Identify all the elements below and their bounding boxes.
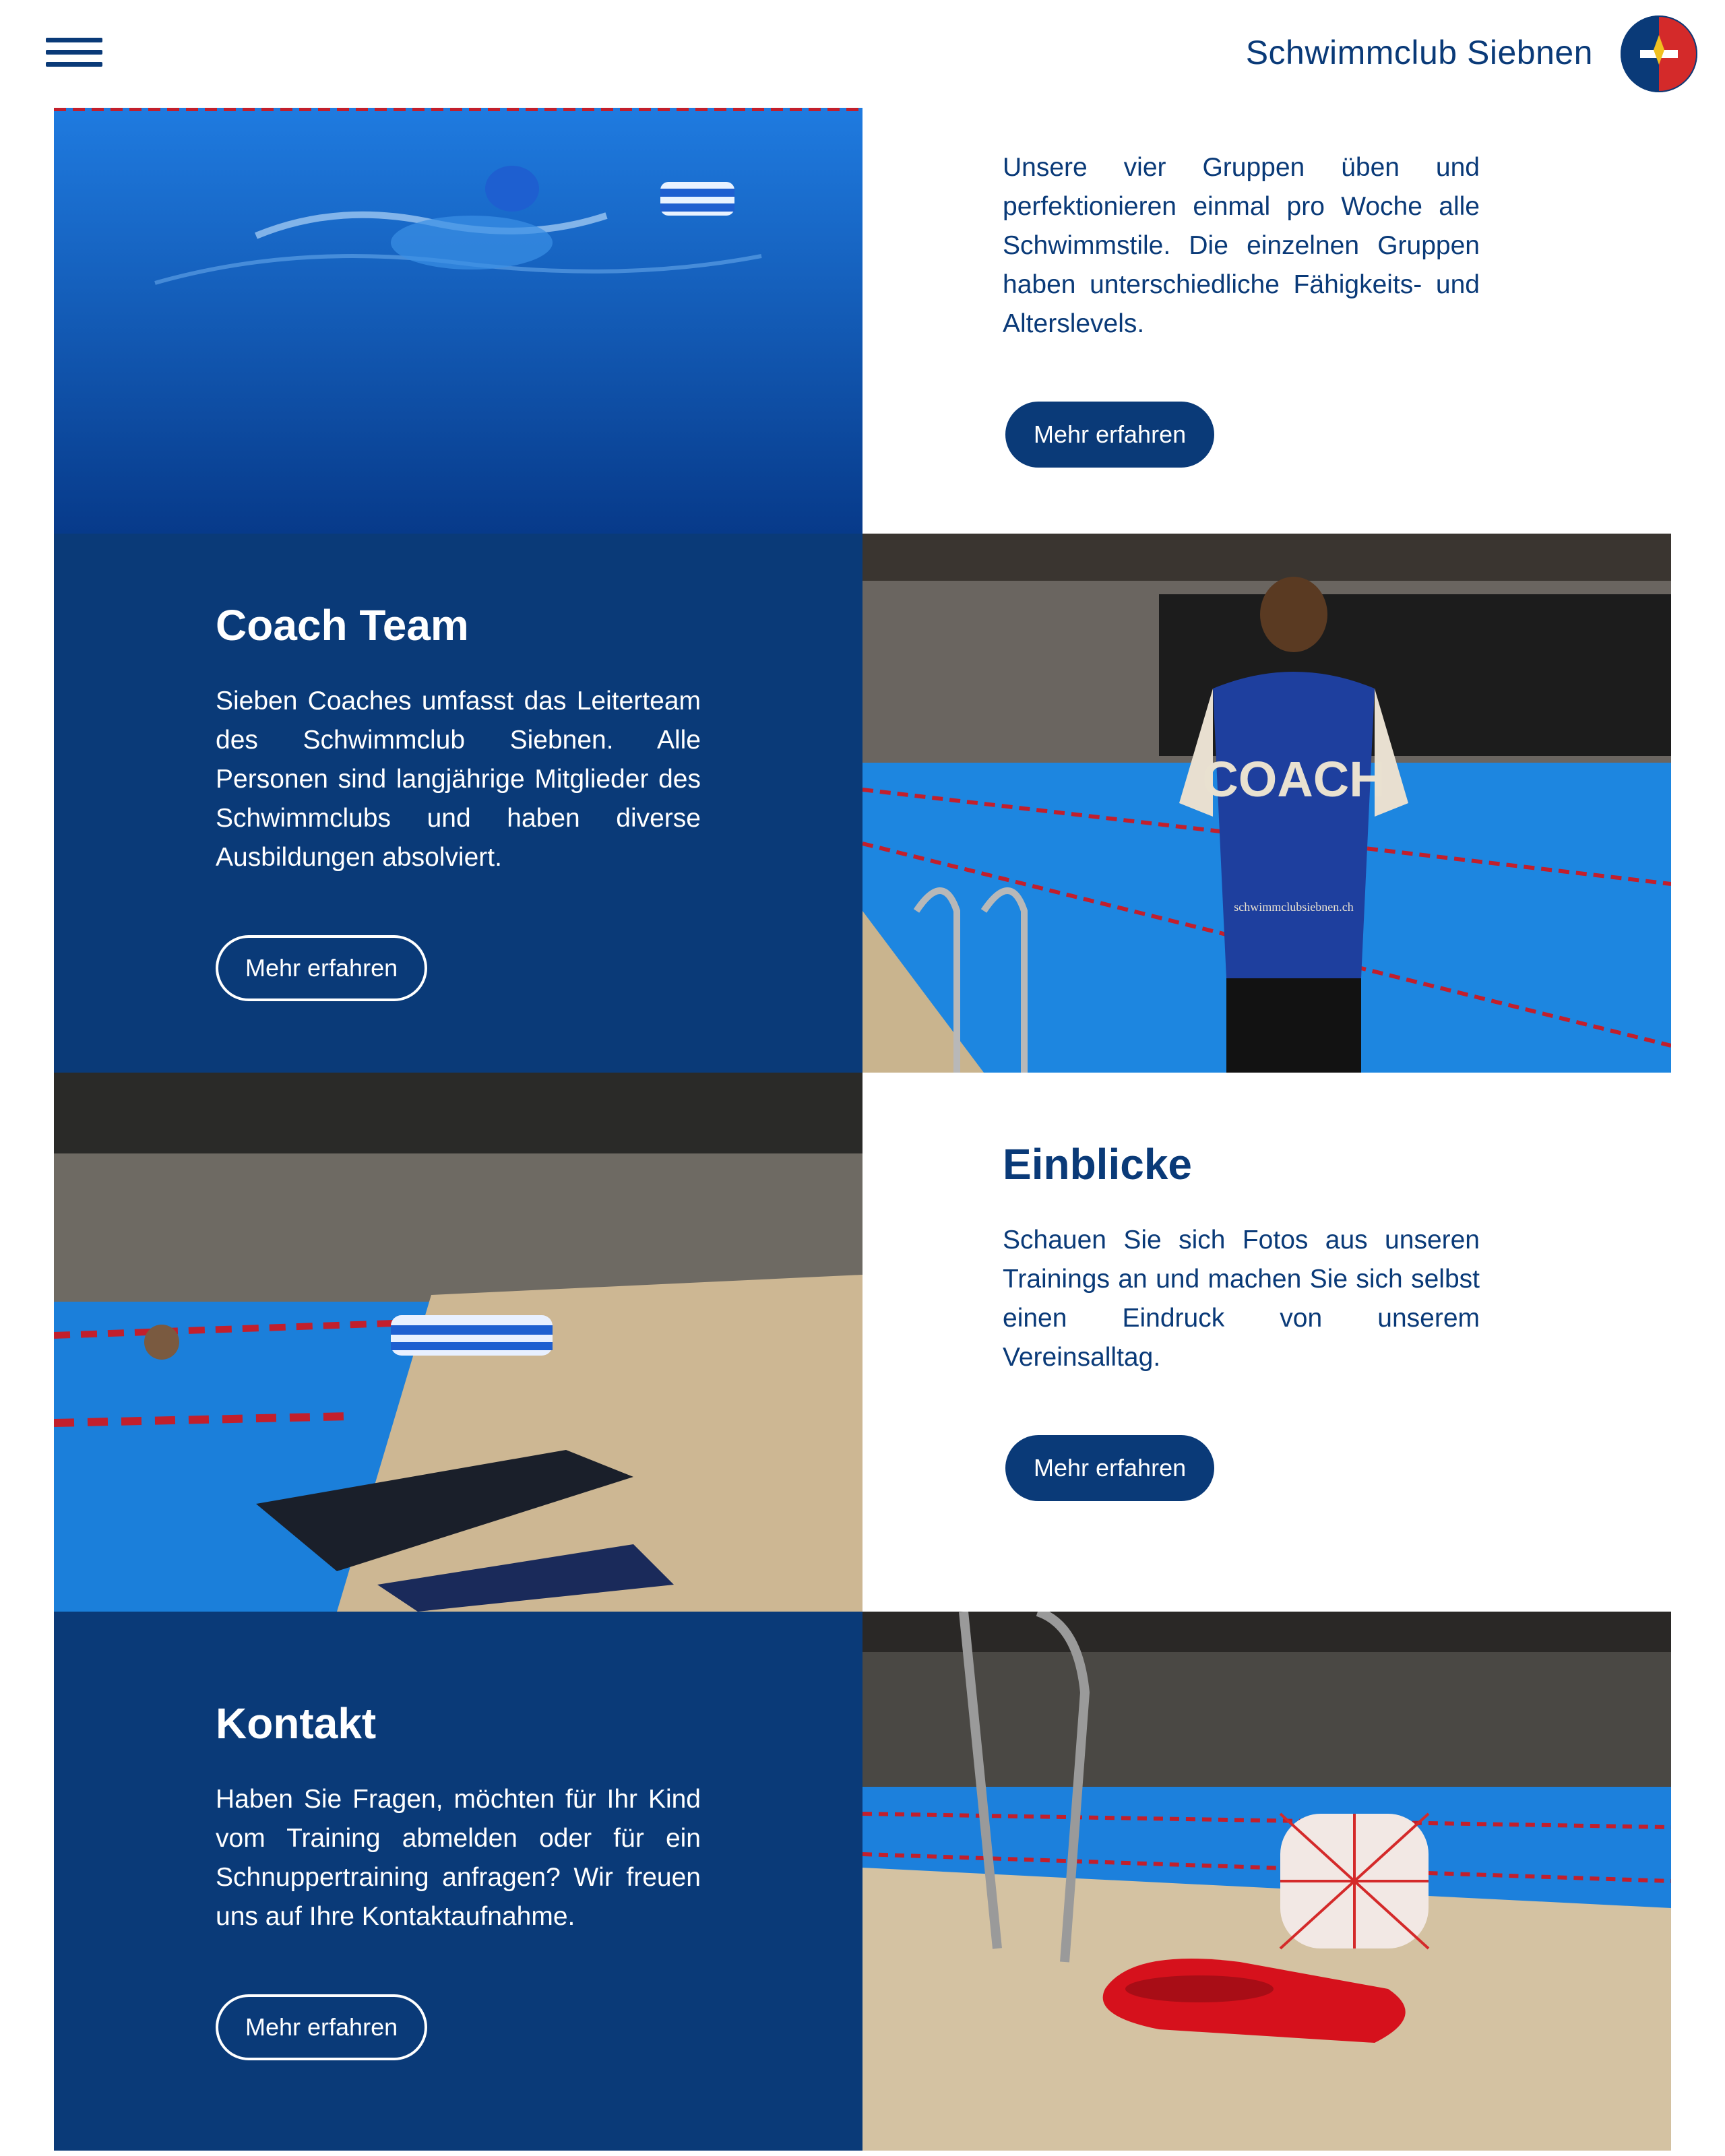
coach-text-block [216, 598, 701, 1001]
coach-team-heading: Coach Team [216, 601, 469, 649]
coach-more-button[interactable]: Mehr erfahren [216, 935, 427, 1001]
groups-description: Unsere vier Gruppen üben und perfektionieren einmal pro Woche alle Schwimmstile. Die einzelnen Gruppen haben unterschiedliche Fähigkeits- und Alterslevels. [1003, 153, 1480, 338]
club-crest-logo[interactable] [1620, 15, 1698, 93]
insights-text-block [1003, 1137, 1480, 1501]
menu-line [46, 62, 102, 67]
menu-line [46, 50, 102, 55]
groups-text-block [1003, 148, 1480, 468]
contact-more-button[interactable]: Mehr erfahren [216, 1994, 427, 2060]
rescue-buoy-photo [862, 1612, 1671, 2151]
coach-photo [862, 534, 1671, 1073]
menu-line [46, 38, 102, 42]
insights-heading: Einblicke [1003, 1140, 1192, 1188]
contact-heading: Kontakt [216, 1699, 377, 1748]
coach-shirt-print: COACH [1202, 751, 1385, 807]
fins-photo [54, 1073, 862, 1612]
site-title-link[interactable]: Schwimmclub Siebnen [1245, 34, 1593, 71]
groups-more-button[interactable]: Mehr erfahren [1005, 402, 1214, 468]
insights-more-button[interactable]: Mehr erfahren [1005, 1435, 1214, 1501]
contact-text-block [216, 1697, 701, 2060]
swimmer-photo [54, 108, 862, 534]
contact-section [54, 1612, 862, 2151]
site-header [0, 0, 1725, 108]
coach-shirt-url: schwimmclubsiebnen.ch [1234, 900, 1354, 914]
contact-description: Haben Sie Fragen, möchten für Ihr Kind vom Training abmelden oder für ein Schnuppertraining anfragen? Wir freuen uns auf Ihre Kontaktaufnahme. [216, 1785, 701, 1931]
hamburger-menu-icon[interactable] [46, 34, 102, 71]
coach-team-description: Sieben Coaches umfasst das Leiterteam des Schwimmclub Siebnen. Alle Personen sind langjährige Mitglieder des Schwimmclubs und haben diverse Ausbildungen absolviert. [216, 687, 701, 872]
coach-team-section [54, 534, 862, 1073]
insights-description: Schauen Sie sich Fotos aus unseren Trainings an und machen Sie sich selbst einen Eindruck von unserem Vereinsalltag. [1003, 1226, 1480, 1372]
